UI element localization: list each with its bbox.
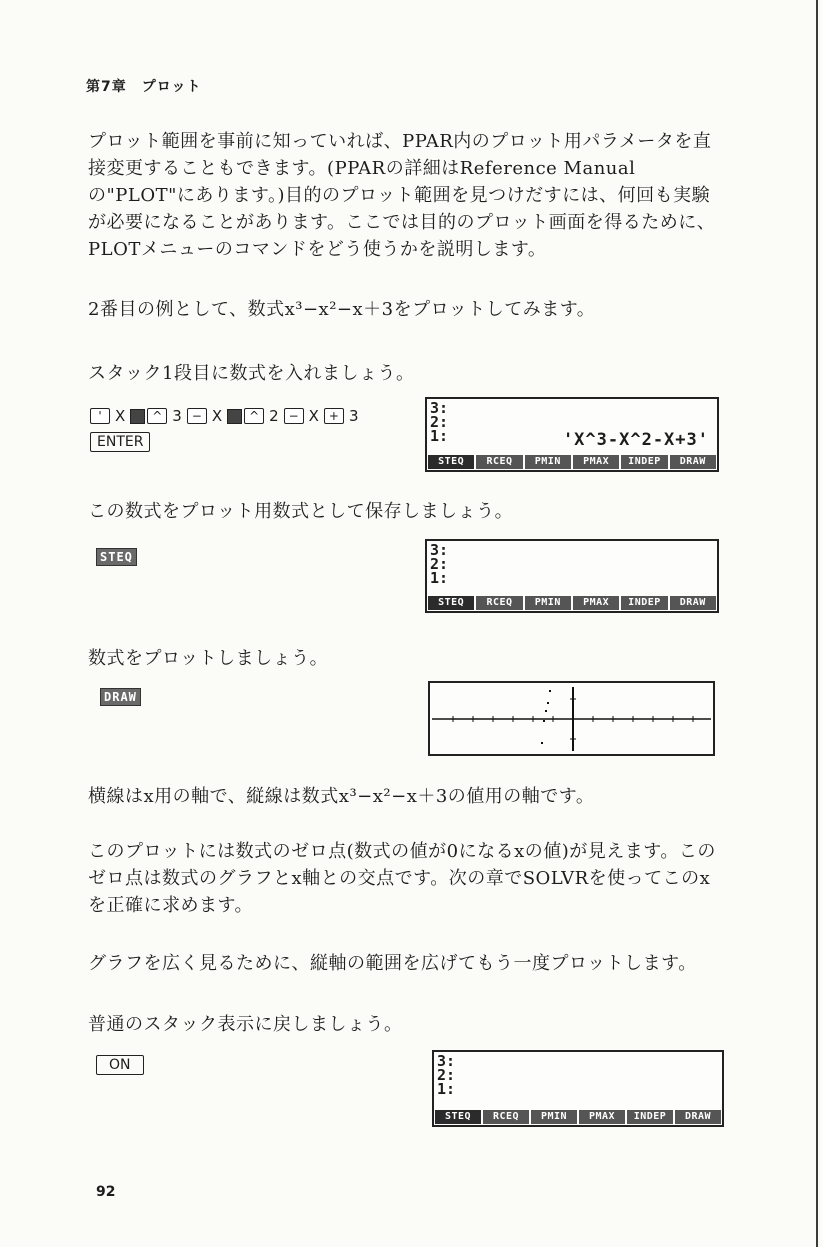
on-key[interactable]: ON [96,1055,144,1075]
paragraph-store-expression: この数式をプロット用数式として保存しましょう。 [88,501,514,522]
stack-level-1: 1: [437,1080,456,1098]
softkey-menu [428,596,716,610]
stack-level-2: 2: [430,413,449,431]
steq-softkey[interactable]: STEQ [96,548,137,566]
menu-pmax[interactable]: PMAX [573,455,619,469]
stack-level-2: 2: [437,1066,456,1084]
paragraph-axes-explanation: 横線はx用の軸で、縦線は数式x³−x²−x＋3の値用の軸です。 [88,786,595,807]
stack-level-3: 3: [430,541,449,559]
menu-indep[interactable]: INDEP [621,455,667,469]
stack-level-1: 1: [430,569,449,587]
menu-steq[interactable]: STEQ [428,596,474,610]
x-key[interactable]: X [308,407,319,425]
paragraph-enter-expression: スタック1段目に数式を入れましょう。 [88,363,415,384]
three-key[interactable]: 3 [348,407,359,425]
menu-rceq[interactable]: RCEQ [476,455,522,469]
stack-level-1: 1: [430,427,449,445]
calculator-screen-empty [425,539,719,613]
paragraph-second-example: 2番目の例として、数式x³−x²−x＋3をプロットしてみます。 [88,299,596,320]
menu-steq[interactable]: STEQ [428,455,474,469]
chapter-heading: 第7章 プロット [86,79,202,95]
x-key[interactable]: X [211,407,223,425]
menu-rceq[interactable]: RCEQ [476,596,522,610]
shift-key[interactable] [227,409,242,424]
menu-pmin[interactable]: PMIN [531,1110,577,1124]
draw-softkey[interactable]: DRAW [100,688,141,706]
menu-indep[interactable]: INDEP [627,1110,673,1124]
menu-draw[interactable]: DRAW [675,1110,721,1124]
menu-indep[interactable]: INDEP [621,596,667,610]
enter-key[interactable]: ENTER [90,432,150,452]
paragraph-plot-expression: 数式をプロットしましょう。 [88,648,329,669]
paragraph-return-stack: 普通のスタック表示に戻しましょう。 [88,1014,403,1035]
page-edge-line [816,0,818,1247]
page-number: 92 [96,1184,116,1200]
menu-steq[interactable]: STEQ [435,1110,481,1124]
stack-level-3: 3: [430,399,449,417]
paragraph-widen-range: グラフを広く見るために、縦軸の範囲を広げてもう一度プロットします。 [88,953,697,974]
shift-key[interactable] [130,409,145,424]
menu-pmin[interactable]: PMIN [525,596,571,610]
menu-draw[interactable]: DRAW [670,596,716,610]
minus-key[interactable]: − [284,408,304,424]
menu-pmin[interactable]: PMIN [525,455,571,469]
plus-key[interactable]: + [324,408,344,424]
calculator-screen-stack [432,1050,724,1127]
menu-rceq[interactable]: RCEQ [483,1110,529,1124]
power-key[interactable]: ^ [244,408,264,424]
plot-screen [428,681,715,756]
menu-pmax[interactable]: PMAX [573,596,619,610]
stack-expression: 'X^3-X^2-X+3' [562,430,709,450]
paragraph-plot-range: プロット範囲を事前に知っていれば、PPAR内のプロット用パラメータを直接変更することもできます。(PPARの詳細はReference Manualの"PLOT"にあります。)目的のプロット範囲を見つけだすには、何回も実験が必要になることがあります。ここでは目的のプロット画面を得るために、PLOTメニューのコマンドをどう使うかを説明します。 [88,131,716,260]
tick-key[interactable]: ' [90,408,110,424]
menu-draw[interactable]: DRAW [670,455,716,469]
two-key[interactable]: 2 [269,407,279,425]
x-key[interactable]: X [115,407,126,425]
three-key[interactable]: 3 [172,407,182,425]
softkey-menu [428,455,716,469]
menu-pmax[interactable]: PMAX [579,1110,625,1124]
softkey-menu [435,1110,721,1124]
calculator-screen-expression [425,397,719,472]
stack-level-2: 2: [430,555,449,573]
power-key[interactable]: ^ [147,408,167,424]
stack-level-3: 3: [437,1052,456,1070]
minus-key[interactable]: − [187,408,207,424]
paragraph-zero-point: このプロットには数式のゼロ点(数式の値が0になるxの値)が見えます。このゼロ点は数式のグラフとx軸との交点です。次の章でSOLVRを使ってこのxを正確に求めます。 [88,841,716,916]
keystroke-sequence [90,406,361,452]
